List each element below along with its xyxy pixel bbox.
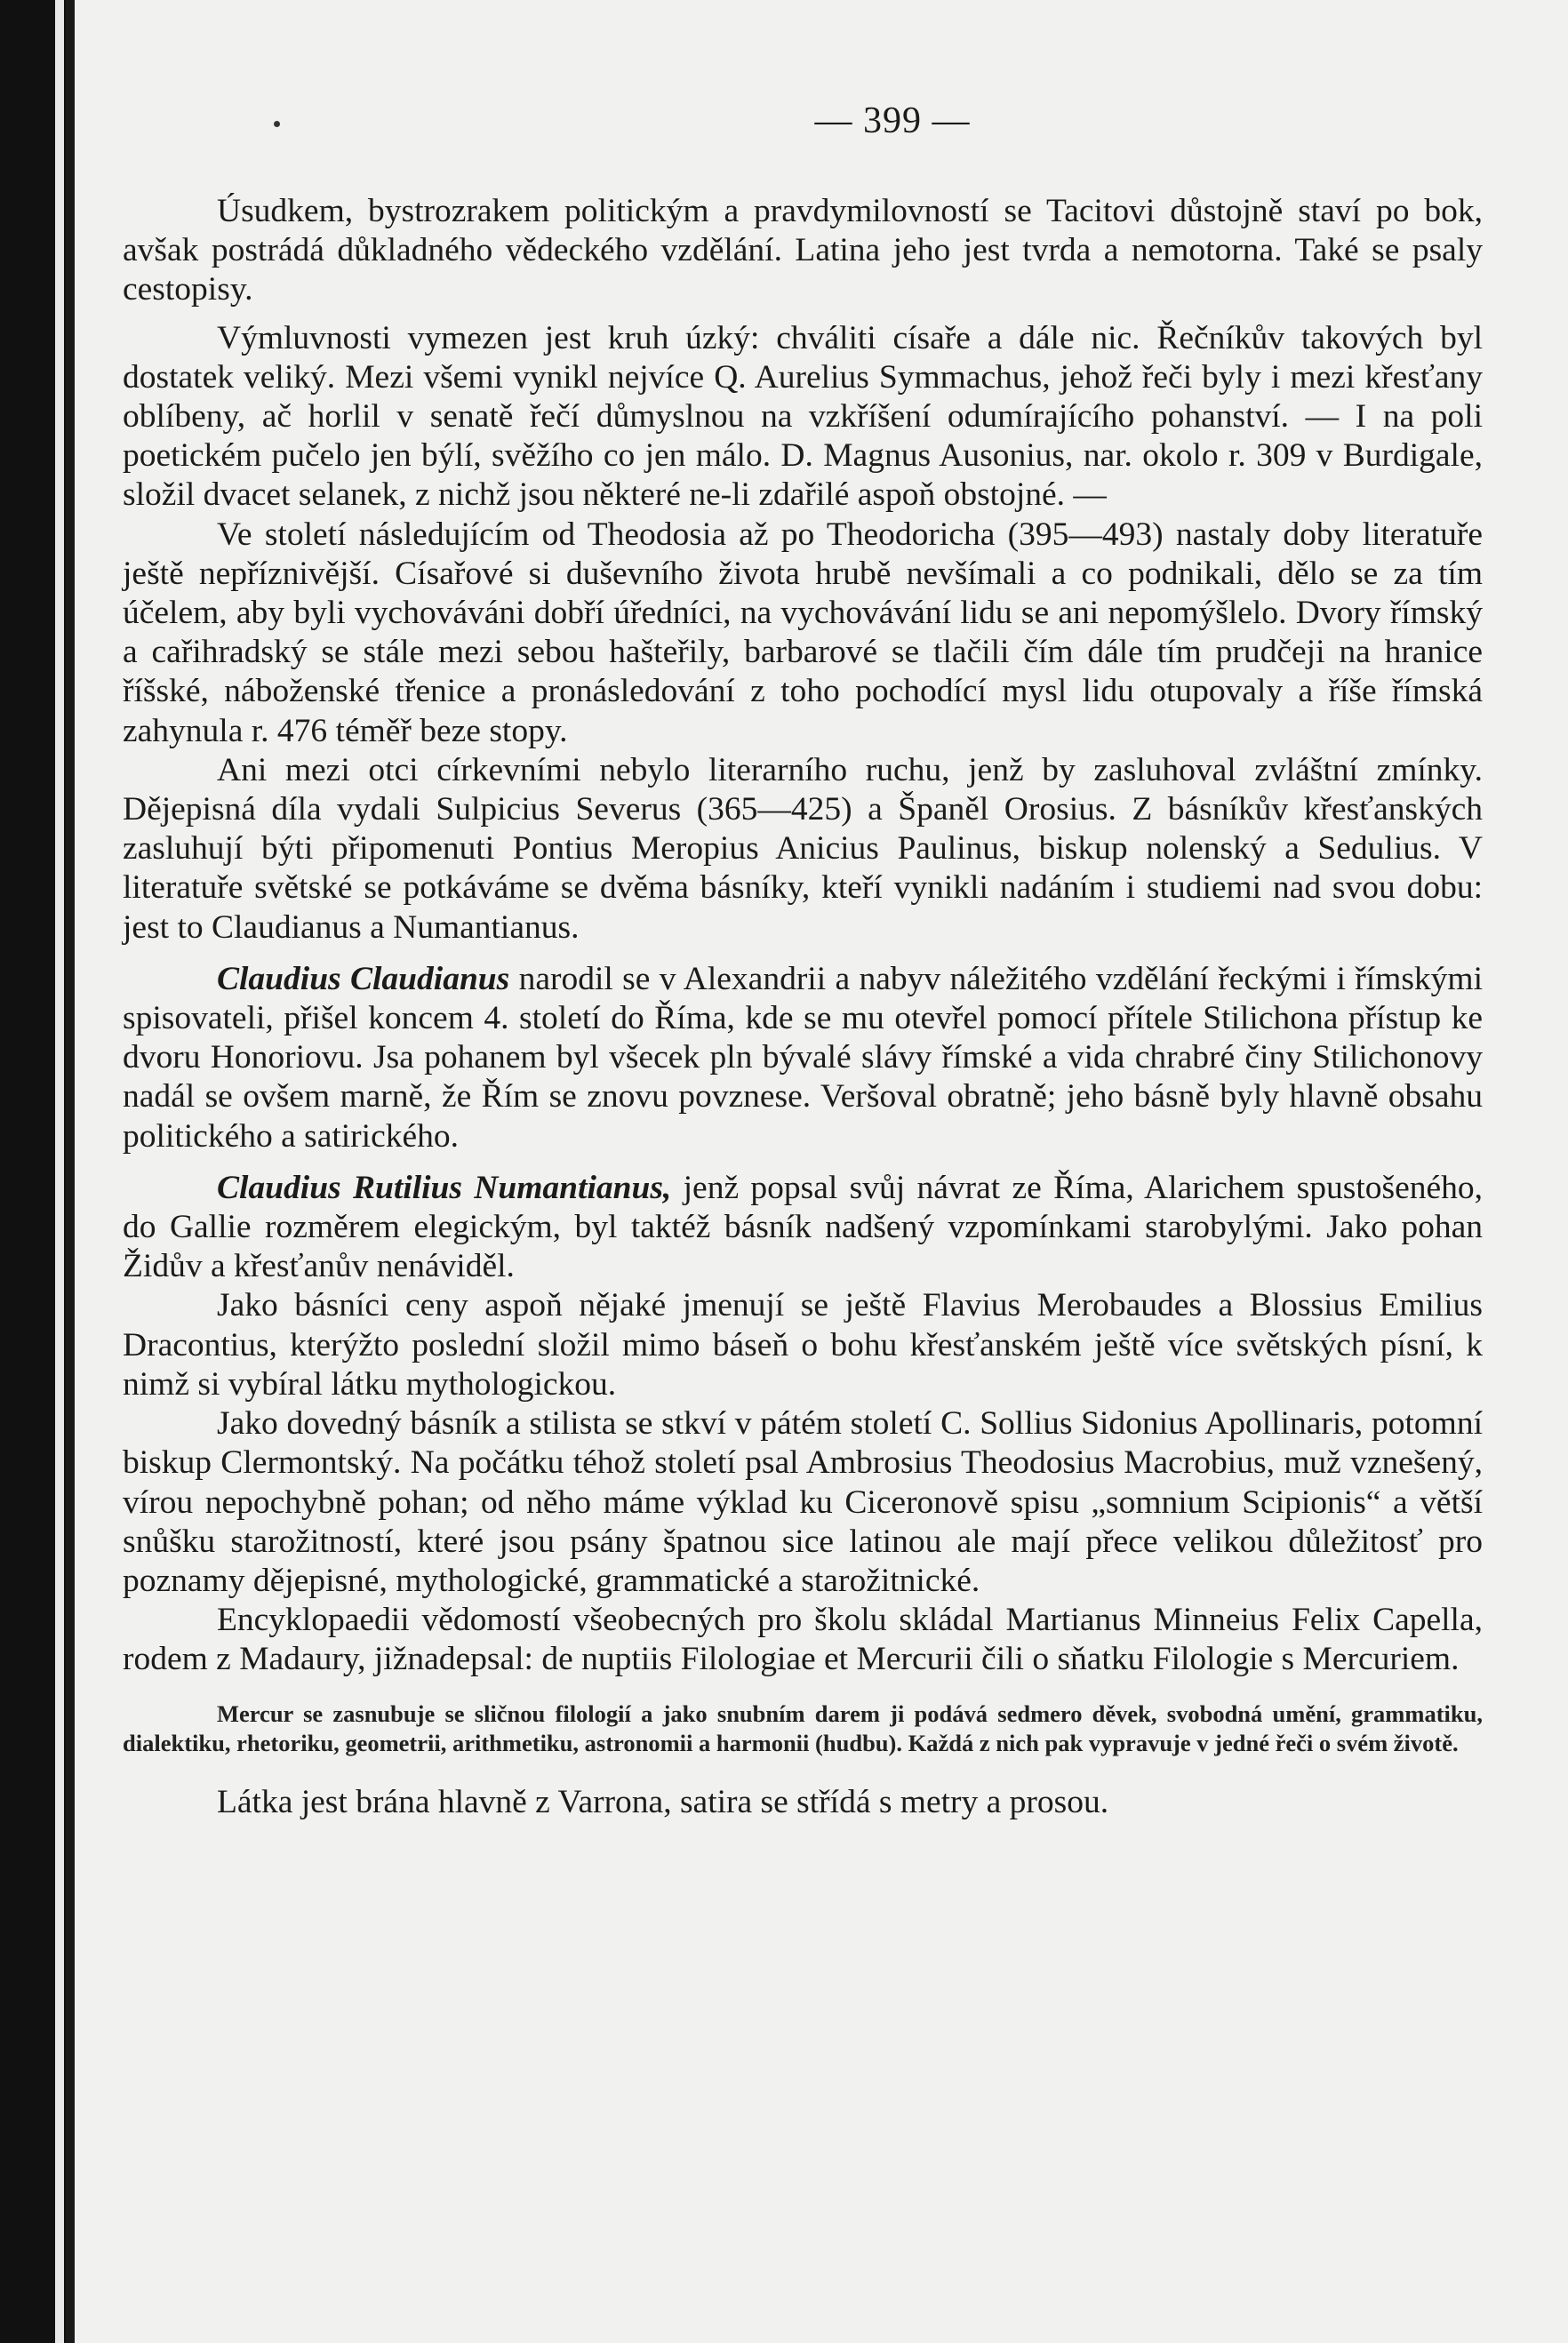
name-claudianus: Claudius Claudianus	[217, 960, 510, 997]
name-rutilius: Claudius Rutilius Numantianus,	[217, 1169, 672, 1206]
paragraph-oratory: Výmluvnosti vymezen jest kruh úzký: chváliti císaře a dále nic. Řečníkův takových byl dostatek veliký. Mezi všemi vynikl nejvíce Q. Aurelius Symmachus, jehož řeči byly i mezi křesťany oblíbeny, ač horlil v senatě řečí důmyslnou na vzkříšení odumírajícího pohanství. — I na poli poetickém pučelo jen býlí, svěžího co jen málo. D. Magnus Ausonius, nar. okolo r. 309 v Burdigale, složil dvacet selanek, z nichž jsou některé ne-li zdařilé aspoň obstojné. —	[123, 319, 1483, 514]
paragraph-merobaudes: Jako básníci ceny aspoň nějaké jmenují se ještě Flavius Merobaudes a Blossius Emilius Dracontius, kterýžto poslední složil mimo báseň o bohu křesťanském ještě více světských písní, k nimž si vybíral látku mythologickou.	[123, 1287, 1483, 1403]
paragraph-sidonius: Jako dovedný básník a stilista se stkví v pátém století C. Sollius Sidonius Apollinaris, potomní biskup Clermontský. Na počátku téhož století psal Ambrosius Theodosius Macrobius, muž vznešený, vírou nepochybně pohan; od něho máme výklad ku Ciceronově spisu „somnium Scipionis“ a větší snůšku starožitností, které jsou psány špatnou sice latinou ale mají přece velikou důležitosť pro poznamy dějepisné, mythologické, grammatické a starožitnické.	[123, 1405, 1483, 1599]
text-rutilius: jenž popsal svůj návrat ze Říma, Alarichem spustošeného, do Gallie rozměrem elegickým, byl taktéž básník nadšený vzpomínkami starobylými. Jako pohan Židův a křesťanův nenáviděl.	[123, 1169, 1483, 1285]
text-claudianus: narodil se v Alexandrii a nabyv náležitého vzdělání řeckými i římskými spisovateli, přišel koncem 4. století do Říma, kde se mu otevřel pomocí přítele Stilichona přístup ke dvoru Honoriovu. Jsa pohanem byl všecek pln bývalé slávy římské a vida chrabré činy Stilichonovy nadál se ovšem marně, že Řím se znovu povznese. Veršoval obratně; jeho básně byly hlavně obsahu politického a satirického.	[123, 960, 1483, 1155]
paragraph-varro: Látka jest brána hlavně z Varrona, satira se střídá s metry a prosou.	[217, 1783, 1109, 1820]
footnote: Mercur se zasnubuje se sličnou filologií a jako snubním darem ji podává sedmero děvek, svobodná umění, grammatiku, dialektiku, rhetoriku, geometrii, arithmetiku, astronomii a harmonii (hudbu). Každá z nich pak vypravuje v jedné řeči o svém životě.	[123, 1699, 1483, 1756]
book-page	[75, 0, 1568, 2343]
paragraph-claudianus	[123, 960, 1483, 1156]
scan-edge-line	[55, 0, 64, 2343]
page-content	[123, 192, 1483, 1822]
paragraph-capella: Encyklopaedii vědomostí všeobecných pro školu skládal Martianus Minneius Felix Capella, rodem z Madaury, jižnadepsal: de nuptiis Filologiae et Mercurii čili o sňatku Filologie s Mercuriem.	[123, 1602, 1483, 1678]
page-number: — 399 —	[814, 100, 971, 141]
paragraph-rutilius	[123, 1169, 1483, 1287]
paragraph-theodosius: Ve století následujícím od Theodosia až po Theodoricha (395—493) nastaly doby literatuře ještě nepříznivější. Císařové si duševního života hrubě nevšímali a co podnikali, dělo se za tím účelem, aby byli vychováváni dobří úředníci, na vychovávání lidu se ani nepomýšlelo. Dvory římský a cařihradský se stále mezi sebou hašteřily, barbarové se tlačili čím dále tím prudčeji na hranice říšské, náboženské třenice a pronásledování z toho pochodící mysl lidu otupovaly a říše římská zahynula r. 476 téměř beze stopy.	[123, 516, 1483, 749]
paragraph-church-fathers: Ani mezi otci církevními nebylo literarního ruchu, jenž by zasluhoval zvláštní zmínky. Dějepisná díla vydali Sulpicius Severus (365—425) a Španěl Orosius. Z básníkův křesťanských zasluhují býti připomenuti Pontius Meropius Anicius Paulinus, biskup nolenský a Sedulius. V literatuře světské se potkáváme se dvěma básníky, kteří vynikli nadáním i studiemi nad svou dobu: jest to Claudianus a Numantianus.	[123, 751, 1483, 946]
paragraph-tacitus: Úsudkem, bystrozrakem politickým a pravdymilovností se Tacitovi důstojně staví po bok, avšak postrádá důkladného vědeckého vzdělání. Latina jeho jest tvrda a nemotorna. Také se psaly cestopisy.	[123, 193, 1483, 308]
